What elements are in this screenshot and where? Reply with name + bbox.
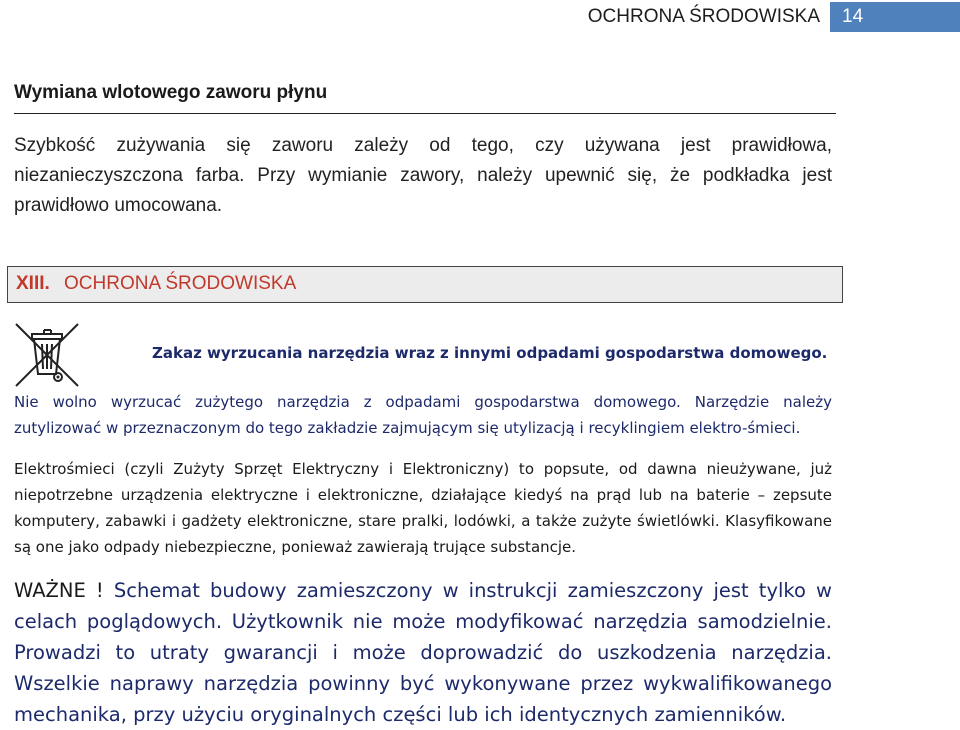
important-notice-text: Schemat budowy zamieszczony w instrukcji zamieszczony jest tylko w celach poglądowych. Użytkownik nie może modyfikować narzędzia samodzielnie. Prowadzi to utraty gwarancji i może doprowadzić do uszkodzenia narzędzia. Wszelkie naprawy narzędzia powinny być wykonywane przez wykwalifikowanego mechanika, przy użyciu oryginalnych części lub ich identycznych zamienników. <box>14 579 833 726</box>
chapter-number: XIII. <box>16 273 50 294</box>
disposal-warning-heading: Zakaz wyrzucania narzędzia wraz z innymi odpadami gospodarstwa domowego. <box>152 344 828 362</box>
disposal-paragraph: Nie wolno wyrzucać zużytego narzędzia z odpadami gospodarstwa domowego. Narzędzie należy zutylizować w przeznaczonym do tego zakładzie zajmującym się utylizacją i recyklingiem elektro-śmieci. <box>14 393 832 437</box>
running-header-title: OCHRONA ŚRODOWISKA <box>587 6 820 27</box>
chapter-heading-box <box>7 266 843 303</box>
important-notice <box>14 575 832 730</box>
section-heading: Wymiana wlotowego zaworu płynu <box>14 82 836 114</box>
weee-paragraph: Elektrośmieci (czyli Zużyty Sprzęt Elektryczny i Elektroniczny) to popsute, od dawna nieużywane, już niepotrzebne urządzenia elektryczne i elektroniczne, działające kiedyś na prąd lub na baterie – zepsute komputery, zabawki i gadżety elektroniczne, stare pralki, lodówki, a także zużyte świetlówki. Klasyfikowane są one jako odpady niebezpieczne, ponieważ zawierają trujące substancje. <box>14 460 832 556</box>
crossed-out-wheelie-bin-icon <box>14 322 80 388</box>
important-notice-lead: WAŻNE ! <box>14 579 104 602</box>
section-paragraph: Szybkość zużywania się zaworu zależy od tego, czy używana jest prawidłowa, niezanieczyszczona farba. Przy wymianie zawory, należy upewnić się, że podkładka jest prawidłowo umocowana. <box>14 135 832 216</box>
chapter-title: OCHRONA ŚRODOWISKA <box>64 273 297 294</box>
page-number-badge: 14 <box>830 2 960 32</box>
